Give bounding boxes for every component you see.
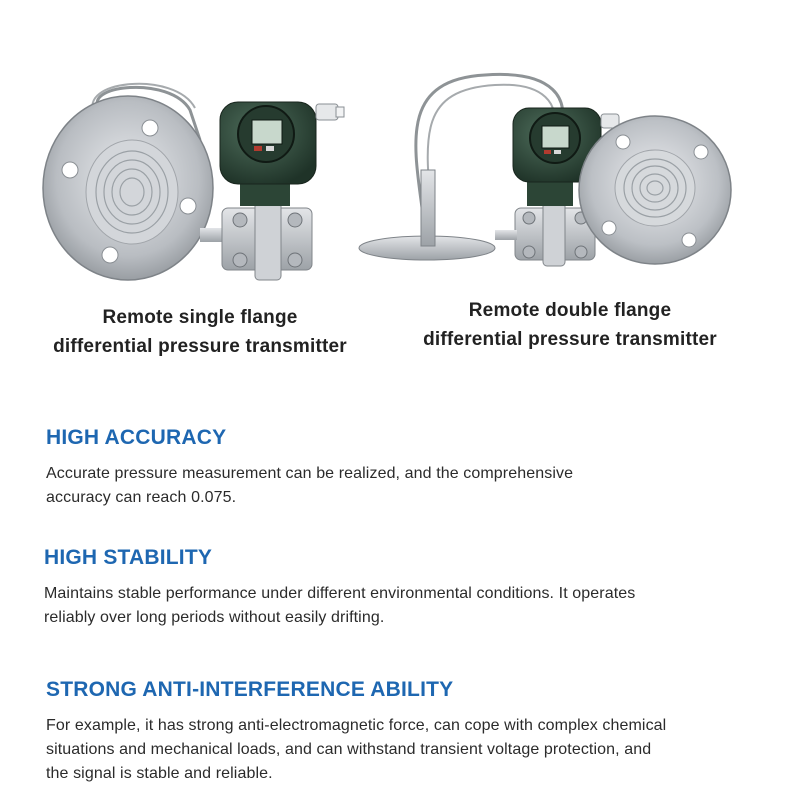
- feature-high-stability: [44, 546, 764, 630]
- feature-description-line: situations and mechanical loads, and can withstand transient voltage protection, and: [46, 741, 652, 758]
- caption-line-1: Remote single flange: [102, 307, 298, 328]
- feature-description-line: accuracy can reach 0.075.: [46, 489, 237, 506]
- caption-line-2: differential pressure transmitter: [423, 329, 717, 350]
- feature-description: [44, 582, 764, 630]
- caption-line-2: differential pressure transmitter: [53, 336, 347, 357]
- feature-description-line: the signal is stable and reliable.: [46, 765, 273, 782]
- single-flange-caption: [40, 303, 360, 361]
- single-flange-transmitter-image: [40, 80, 360, 290]
- feature-title: HIGH ACCURACY: [46, 426, 227, 449]
- feature-description-line: Accurate pressure measurement can be realized, and the comprehensive: [46, 465, 574, 482]
- feature-high-accuracy: [46, 426, 766, 510]
- double-flange-caption: [405, 296, 735, 354]
- feature-description: [46, 714, 766, 786]
- caption-line-1: Remote double flange: [468, 300, 672, 321]
- feature-description: [46, 462, 766, 510]
- feature-description-line: reliably over long periods without easily drifting.: [44, 609, 385, 626]
- feature-title: STRONG ANTI-INTERFERENCE ABILITY: [46, 678, 454, 701]
- feature-description-line: Maintains stable performance under different environmental conditions. It operates: [44, 585, 636, 602]
- feature-title: HIGH STABILITY: [44, 546, 213, 569]
- feature-anti-interference: [46, 678, 766, 786]
- feature-description-line: For example, it has strong anti-electromagnetic force, can cope with complex chemical: [46, 717, 667, 734]
- double-flange-transmitter-image: [355, 70, 745, 280]
